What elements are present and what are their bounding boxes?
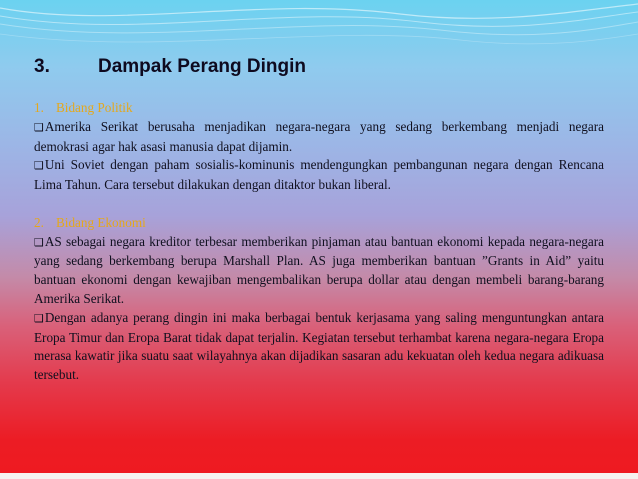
paragraph-text: Amerika Serikat berusaha menjadikan negara-negara yang sedang berkembang menjadi negara demokrasi agar hak asasi manusia dapat dijamin. <box>34 118 604 154</box>
paragraph-text: Dengan adanya perang dingin ini maka berbagai bentuk kerjasama yang saling menguntungkan antara Eropa Timur dan Eropa Barat tidak dapat terjalin. Kegiatan tersebut terhambat karena negara-negara Eropa merasa kawatir jika suatu saat wilayahnya akan dijadikan sasaran adu kekuatan oleh kedua negara adikuasa tersebut. <box>34 309 604 383</box>
checkbox-square-icon: ❑ <box>34 120 44 134</box>
section-heading-text: Bidang Politik <box>56 100 133 115</box>
slide-content <box>34 99 604 385</box>
bullet-paragraph <box>34 156 604 195</box>
section-heading-ekonomi <box>34 214 604 233</box>
checkbox-square-icon: ❑ <box>34 311 44 325</box>
spacer <box>34 195 604 214</box>
slide-title <box>34 56 306 78</box>
section-heading-text: Bidang Ekonomi <box>56 214 146 230</box>
bottom-band <box>0 473 638 479</box>
section-heading-politik <box>34 99 604 118</box>
title-text: Dampak Perang Dingin <box>98 56 306 77</box>
title-number: 3. <box>34 56 50 77</box>
bullet-paragraph <box>34 233 604 309</box>
bullet-paragraph <box>34 309 604 385</box>
paragraph-text: Uni Soviet dengan paham sosialis-kominunis mendengungkan pembangunan negara dengan Rencana Lima Tahun. Cara tersebut dilakukan dengan ditaktor bukan liberal. <box>34 157 604 193</box>
section-number: 2. <box>34 214 44 230</box>
paragraph-text: AS sebagai negara kreditor terbesar memberikan pinjaman atau bantuan ekonomi kepada negara-negara yang sedang berkembang berupa Marshall Plan. AS juga memberikan bantuan ”Grants in Aid” yaitu bantuan ekonomi dengan kewajiban mengembalikan berupa dollar atau dengan membeli barang-barang Amerika Serikat. <box>34 233 604 306</box>
checkbox-square-icon: ❑ <box>34 235 44 249</box>
section-number: 1. <box>34 100 44 115</box>
bullet-paragraph <box>34 118 604 157</box>
checkbox-square-icon: ❑ <box>34 159 44 173</box>
